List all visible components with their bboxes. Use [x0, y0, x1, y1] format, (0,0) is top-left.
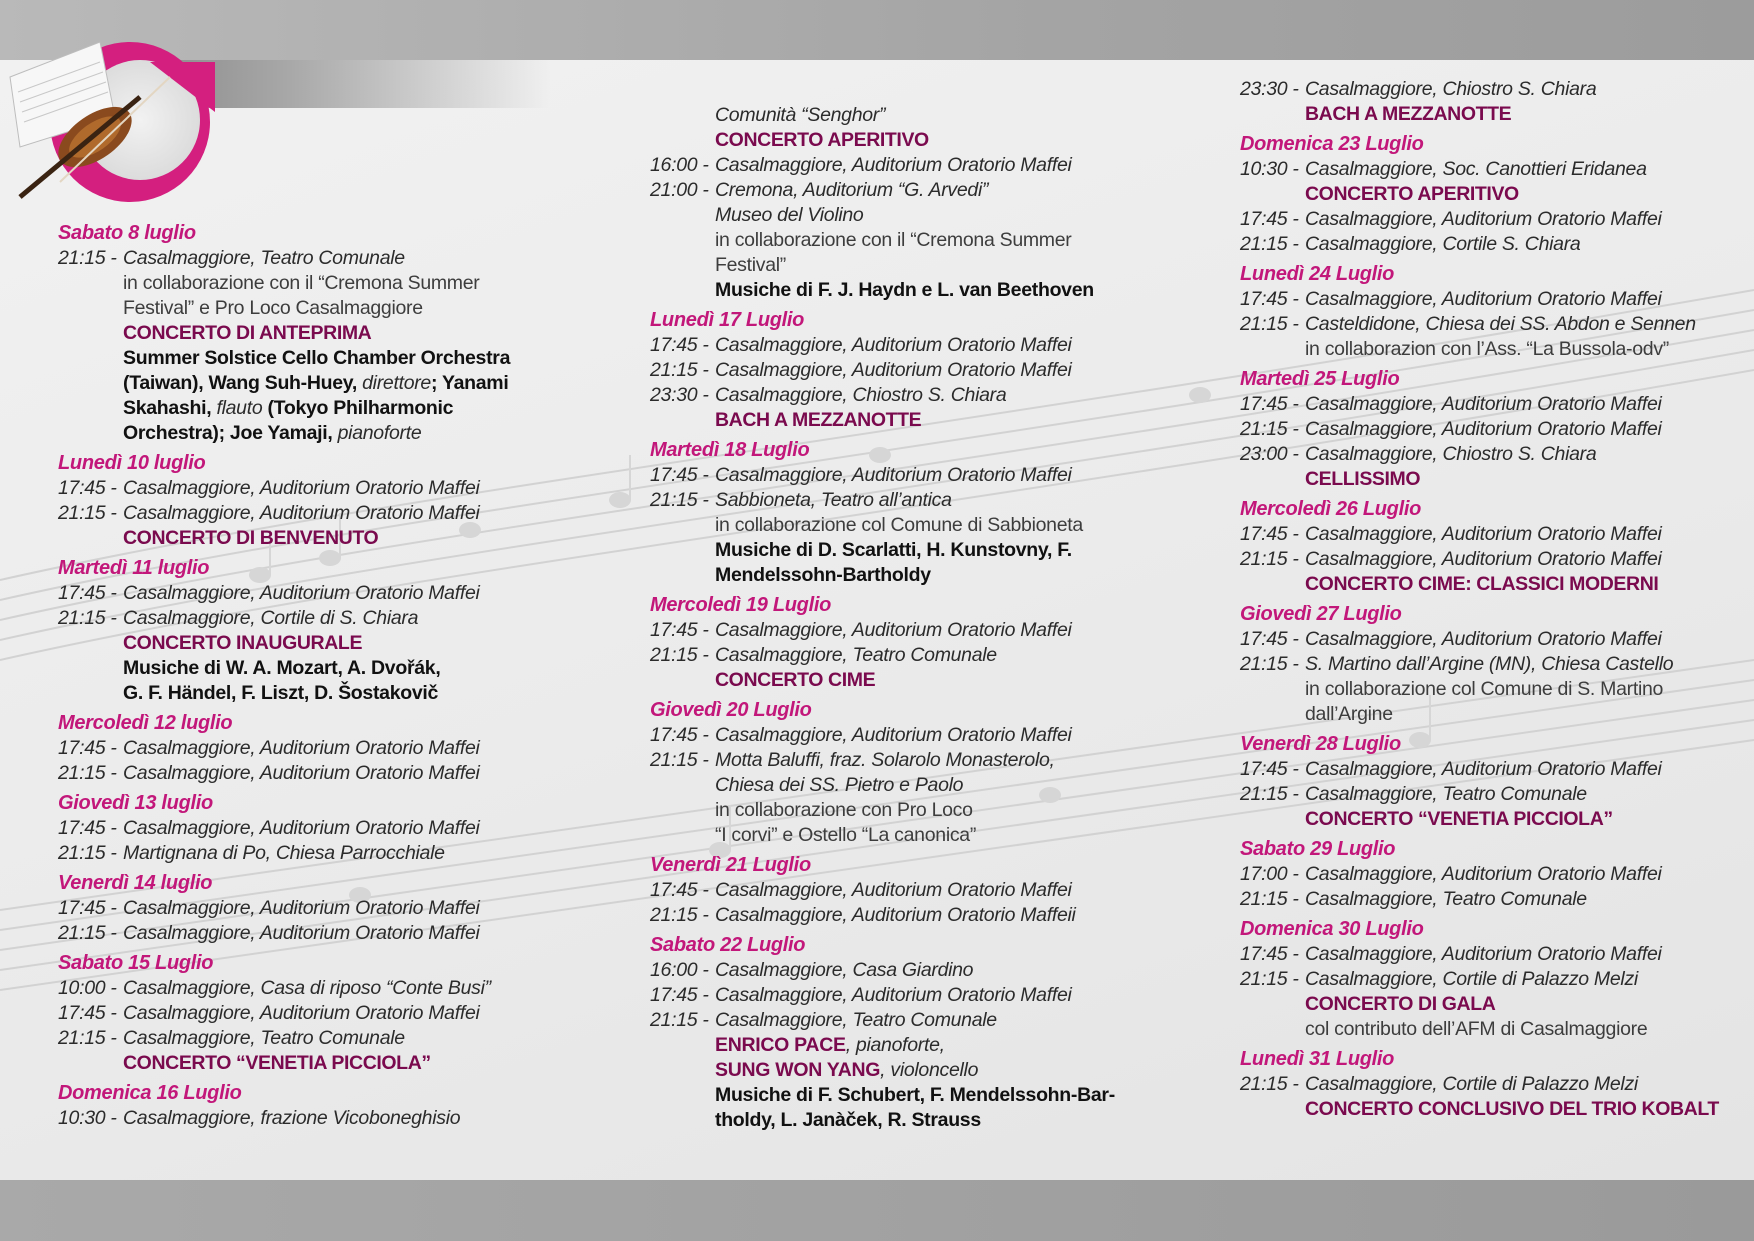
- program-text: Musiche di F. J. Haydn e L. van Beethoven: [715, 279, 1094, 301]
- schedule-column-1: [58, 221, 598, 1131]
- event-venue: Casalmaggiore, Auditorium Oratorio Maffei: [123, 922, 480, 944]
- event-row: [58, 976, 598, 1001]
- event-time: 21:15 -: [1240, 888, 1299, 910]
- event-time: 17:45 -: [1240, 523, 1299, 545]
- concert-title: CONCERTO “VENETIA PICCIOLA”: [123, 1052, 431, 1074]
- event-time: 17:45 -: [1240, 208, 1299, 230]
- program-line: [58, 656, 598, 681]
- event-venue: Casalmaggiore, Auditorium Oratorio Maffei: [123, 762, 480, 784]
- event-row: [650, 383, 1210, 408]
- event-time: 17:45 -: [650, 984, 709, 1006]
- program-line: [650, 563, 1210, 588]
- program-text: G. F. Händel, F. Liszt, D. Šostakovič: [123, 682, 439, 704]
- event-time: 21:15 -: [1240, 418, 1299, 440]
- event-row: [58, 736, 598, 761]
- event-time: 21:15 -: [650, 489, 709, 511]
- program-text: Orchestra); Joe Yamaji,: [123, 422, 338, 444]
- event-row: [1240, 887, 1750, 912]
- event-venue: Sabbioneta, Teatro all’antica: [715, 489, 952, 511]
- event-venue: Casalmaggiore, Auditorium Oratorio Maffeii: [715, 904, 1076, 926]
- event-venue: Casalmaggiore, Auditorium Oratorio Maffei: [715, 464, 1072, 486]
- event-time: 17:45 -: [1240, 943, 1299, 965]
- program-line: [58, 371, 598, 396]
- event-row: [58, 816, 598, 841]
- concert-title: CONCERTO CIME: CLASSICI MODERNI: [1305, 573, 1659, 595]
- event-venue: Casalmaggiore, Cortile di Palazzo Melzi: [1305, 968, 1638, 990]
- event-row: [650, 643, 1210, 668]
- event-time: 17:45 -: [58, 897, 117, 919]
- event-time: 17:45 -: [58, 817, 117, 839]
- event-time: 10:30 -: [1240, 158, 1299, 180]
- event-row: [1240, 287, 1750, 312]
- event-row: [650, 358, 1210, 383]
- event-row: [1240, 627, 1750, 652]
- event-row: [650, 488, 1210, 513]
- event-venue: Casalmaggiore, Auditorium Oratorio Maffei: [715, 984, 1072, 1006]
- bottom-band: [0, 1180, 1754, 1241]
- day-heading: Sabato 29 Luglio: [1240, 838, 1396, 860]
- event-row: [650, 903, 1210, 928]
- event-venue: Casalmaggiore, Soc. Canottieri Eridanea: [1305, 158, 1647, 180]
- event-note: Festival”: [715, 254, 786, 276]
- day-heading: Venerdì 14 luglio: [58, 872, 213, 894]
- event-time: 21:15 -: [1240, 783, 1299, 805]
- event-row: [1240, 757, 1750, 782]
- event-venue: Motta Baluffi, fraz. Solarolo Monasterolo,: [715, 749, 1055, 771]
- instrument-role: direttore: [362, 372, 431, 394]
- event-row: [1240, 77, 1750, 102]
- event-time: 17:45 -: [58, 477, 117, 499]
- event-time: 17:45 -: [1240, 628, 1299, 650]
- program-text: (Tokyo Philharmonic: [262, 397, 454, 419]
- instrument-role: flauto: [216, 397, 263, 419]
- event-venue: Casalmaggiore, Auditorium Oratorio Maffei: [123, 817, 480, 839]
- event-venue-continued: Chiesa dei SS. Pietro e Paolo: [715, 774, 964, 796]
- event-time: 17:45 -: [650, 879, 709, 901]
- program-text: Skahashi,: [123, 397, 217, 419]
- event-row: [650, 1008, 1210, 1033]
- event-time: 21:15 -: [650, 359, 709, 381]
- program-line: [58, 346, 598, 371]
- instrument-role: , pianoforte,: [845, 1034, 945, 1056]
- concert-title: CONCERTO “VENETIA PICCIOLA”: [1305, 808, 1613, 830]
- program-text: Mendelssohn-Bartholdy: [715, 564, 931, 586]
- event-venue: Casalmaggiore, Auditorium Oratorio Maffei: [715, 724, 1072, 746]
- event-time: 17:45 -: [1240, 758, 1299, 780]
- event-row: [1240, 442, 1750, 467]
- program-text: Musiche di W. A. Mozart, A. Dvořák,: [123, 657, 441, 679]
- event-row: [650, 618, 1210, 643]
- event-venue: Casalmaggiore, Teatro Comunale: [1305, 888, 1587, 910]
- event-venue: Casalmaggiore, Casa Giardino: [715, 959, 974, 981]
- event-time: 16:00 -: [650, 959, 709, 981]
- event-row: [650, 153, 1210, 178]
- event-row: [650, 983, 1210, 1008]
- concert-title: CONCERTO CIME: [715, 669, 876, 691]
- event-venue: Casalmaggiore, Auditorium Oratorio Maffei: [715, 334, 1072, 356]
- event-note: dall’Argine: [1305, 703, 1393, 725]
- event-time: 21:15 -: [650, 904, 709, 926]
- event-note: Festival” e Pro Loco Casalmaggiore: [123, 297, 423, 319]
- event-time: 21:15 -: [1240, 653, 1299, 675]
- program-text: Summer Solstice Cello Chamber Orchestra: [123, 347, 511, 369]
- event-row: [650, 178, 1210, 203]
- event-time: 21:15 -: [58, 247, 117, 269]
- event-venue: Casalmaggiore, Chiostro S. Chiara: [1305, 78, 1597, 100]
- program-text: tholdy, L. Janàček, R. Strauss: [715, 1109, 981, 1131]
- event-time: 16:00 -: [650, 154, 709, 176]
- program-text: Musiche di D. Scarlatti, H. Kunstovny, F.: [715, 539, 1072, 561]
- event-venue: Casalmaggiore, Auditorium Oratorio Maffei: [1305, 628, 1662, 650]
- event-row: [58, 476, 598, 501]
- concert-title: CONCERTO APERITIVO: [1305, 183, 1519, 205]
- event-venue: Casalmaggiore, Auditorium Oratorio Maffei: [1305, 393, 1662, 415]
- event-venue: Casalmaggiore, Teatro Comunale: [123, 247, 405, 269]
- day-heading: Domenica 30 Luglio: [1240, 918, 1424, 940]
- event-row: [58, 501, 598, 526]
- event-venue: S. Martino dall’Argine (MN), Chiesa Castello: [1305, 653, 1674, 675]
- event-venue: Casalmaggiore, Auditorium Oratorio Maffei: [1305, 208, 1662, 230]
- event-venue: Casalmaggiore, Auditorium Oratorio Maffei: [123, 737, 480, 759]
- event-row: [1240, 207, 1750, 232]
- event-time: 17:45 -: [650, 619, 709, 641]
- event-venue: Martignana di Po, Chiesa Parrocchiale: [123, 842, 445, 864]
- program-line: [58, 681, 598, 706]
- event-row: [650, 463, 1210, 488]
- event-time: 21:15 -: [58, 502, 117, 524]
- day-heading: Giovedì 27 Luglio: [1240, 603, 1402, 625]
- event-row: [58, 761, 598, 786]
- event-row: [650, 878, 1210, 903]
- event-row: [1240, 157, 1750, 182]
- event-row: [1240, 417, 1750, 442]
- event-venue: Casalmaggiore, Casa di riposo “Conte Busi”: [123, 977, 491, 999]
- event-venue: Casalmaggiore, Teatro Comunale: [123, 1027, 405, 1049]
- event-row: [1240, 522, 1750, 547]
- event-time: 21:15 -: [58, 842, 117, 864]
- event-time: 17:45 -: [1240, 393, 1299, 415]
- event-venue: Casalmaggiore, Auditorium Oratorio Maffei: [1305, 863, 1662, 885]
- event-note: in collaborazione con Pro Loco: [715, 799, 973, 821]
- event-venue: Casalmaggiore, Teatro Comunale: [715, 1009, 997, 1031]
- event-time: 21:15 -: [650, 1009, 709, 1031]
- concert-title: CONCERTO DI GALA: [1305, 993, 1496, 1015]
- event-venue: Casalmaggiore, Auditorium Oratorio Maffei: [1305, 943, 1662, 965]
- day-heading: Mercoledì 19 Luglio: [650, 594, 831, 616]
- event-venue: Casalmaggiore, Auditorium Oratorio Maffei: [123, 897, 480, 919]
- event-venue: Casteldidone, Chiesa dei SS. Abdon e Sennen: [1305, 313, 1696, 335]
- concert-title: CONCERTO DI ANTEPRIMA: [123, 322, 372, 344]
- event-venue-continued: Comunità “Senghor”: [715, 104, 886, 126]
- event-venue: Casalmaggiore, Auditorium Oratorio Maffei: [715, 154, 1072, 176]
- event-time: 10:00 -: [58, 977, 117, 999]
- day-heading: Sabato 8 luglio: [58, 222, 196, 244]
- day-heading: Lunedì 24 Luglio: [1240, 263, 1395, 285]
- event-venue-continued: Museo del Violino: [715, 204, 864, 226]
- event-venue: Casalmaggiore, Auditorium Oratorio Maffei: [1305, 418, 1662, 440]
- event-row: [58, 1001, 598, 1026]
- event-row: [58, 606, 598, 631]
- event-row: [58, 921, 598, 946]
- event-time: 21:15 -: [1240, 313, 1299, 335]
- event-note: in collaborazion con l’Ass. “La Bussola-odv”: [1305, 338, 1669, 360]
- event-time: 21:15 -: [650, 644, 709, 666]
- program-line: [58, 396, 598, 421]
- event-venue: Casalmaggiore, Auditorium Oratorio Maffei: [123, 1002, 480, 1024]
- event-row: [1240, 1072, 1750, 1097]
- event-time: 23:30 -: [1240, 78, 1299, 100]
- day-heading: Lunedì 17 Luglio: [650, 309, 805, 331]
- violin-logo-icon: [0, 22, 230, 212]
- event-venue: Casalmaggiore, Auditorium Oratorio Maffei: [123, 477, 480, 499]
- event-time: 21:15 -: [58, 762, 117, 784]
- event-time: 21:15 -: [58, 922, 117, 944]
- day-heading: Lunedì 10 luglio: [58, 452, 206, 474]
- event-venue: Casalmaggiore, Teatro Comunale: [715, 644, 997, 666]
- day-heading: Martedì 18 Luglio: [650, 439, 810, 461]
- event-time: 21:15 -: [1240, 233, 1299, 255]
- event-venue: Casalmaggiore, Chiostro S. Chiara: [1305, 443, 1597, 465]
- program-line: [650, 1108, 1210, 1133]
- event-venue: Casalmaggiore, Auditorium Oratorio Maffei: [1305, 288, 1662, 310]
- event-venue: Casalmaggiore, Chiostro S. Chiara: [715, 384, 1007, 406]
- event-venue: Casalmaggiore, frazione Vicoboneghisio: [123, 1107, 461, 1129]
- concert-title: CONCERTO APERITIVO: [715, 129, 929, 151]
- event-time: 17:45 -: [58, 737, 117, 759]
- event-row: [1240, 862, 1750, 887]
- event-venue: Casalmaggiore, Auditorium Oratorio Maffei: [123, 502, 480, 524]
- concert-title: CONCERTO CONCLUSIVO DEL TRIO KOBALT: [1305, 1098, 1719, 1120]
- day-heading: Sabato 22 Luglio: [650, 934, 806, 956]
- event-row: [58, 1026, 598, 1051]
- event-row: [1240, 942, 1750, 967]
- event-time: 17:45 -: [650, 464, 709, 486]
- program-text: (Taiwan), Wang Suh-Huey,: [123, 372, 363, 394]
- day-heading: Mercoledì 26 Luglio: [1240, 498, 1421, 520]
- program-line: [650, 1083, 1210, 1108]
- event-time: 21:15 -: [650, 749, 709, 771]
- program-text: Musiche di F. Schubert, F. Mendelssohn-Bar-: [715, 1084, 1115, 1106]
- event-row: [650, 748, 1210, 773]
- event-row: [650, 333, 1210, 358]
- event-venue: Casalmaggiore, Auditorium Oratorio Maffei: [1305, 548, 1662, 570]
- concert-title: CONCERTO INAUGURALE: [123, 632, 363, 654]
- event-time: 17:45 -: [58, 582, 117, 604]
- event-time: 17:45 -: [1240, 288, 1299, 310]
- schedule-column-3: [1240, 77, 1750, 1122]
- event-time: 21:15 -: [1240, 968, 1299, 990]
- day-heading: Giovedì 13 luglio: [58, 792, 213, 814]
- event-row: [1240, 392, 1750, 417]
- event-row: [58, 841, 598, 866]
- event-time: 17:00 -: [1240, 863, 1299, 885]
- event-time: 21:15 -: [1240, 1073, 1299, 1095]
- event-time: 21:15 -: [58, 1027, 117, 1049]
- program-text: ; Yanami: [430, 372, 509, 394]
- day-heading: Domenica 23 Luglio: [1240, 133, 1424, 155]
- event-row: [1240, 967, 1750, 992]
- day-heading: Mercoledì 12 luglio: [58, 712, 233, 734]
- program-line: [650, 1058, 1210, 1083]
- event-row: [1240, 232, 1750, 257]
- concert-title: BACH A MEZZANOTTE: [715, 409, 922, 431]
- event-row: [1240, 652, 1750, 677]
- day-heading: Lunedì 31 Luglio: [1240, 1048, 1395, 1070]
- event-venue: Casalmaggiore, Auditorium Oratorio Maffei: [123, 582, 480, 604]
- day-heading: Martedì 11 luglio: [58, 557, 210, 579]
- event-venue: Cremona, Auditorium “G. Arvedi”: [715, 179, 989, 201]
- event-row: [650, 723, 1210, 748]
- event-time: 23:00 -: [1240, 443, 1299, 465]
- instrument-role: , violoncello: [880, 1059, 979, 1081]
- concert-title: CELLISSIMO: [1305, 468, 1421, 490]
- event-row: [58, 246, 598, 271]
- event-venue: Casalmaggiore, Auditorium Oratorio Maffei: [715, 619, 1072, 641]
- event-row: [58, 896, 598, 921]
- event-venue: Casalmaggiore, Cortile di S. Chiara: [123, 607, 419, 629]
- event-venue: Casalmaggiore, Cortile di Palazzo Melzi: [1305, 1073, 1638, 1095]
- event-time: 21:00 -: [650, 179, 709, 201]
- instrument-role: pianoforte: [337, 422, 422, 444]
- event-venue: Casalmaggiore, Auditorium Oratorio Maffei: [715, 879, 1072, 901]
- event-venue: Casalmaggiore, Auditorium Oratorio Maffei: [1305, 758, 1662, 780]
- event-time: 21:15 -: [1240, 548, 1299, 570]
- schedule-column-2: [650, 103, 1210, 1133]
- event-time: 17:45 -: [650, 334, 709, 356]
- day-heading: Sabato 15 Luglio: [58, 952, 214, 974]
- program-line: [58, 421, 598, 446]
- event-time: 10:30 -: [58, 1107, 117, 1129]
- concert-title: CONCERTO DI BENVENUTO: [123, 527, 379, 549]
- event-time: 17:45 -: [650, 724, 709, 746]
- program-line: [650, 538, 1210, 563]
- event-venue: Casalmaggiore, Auditorium Oratorio Maffei: [715, 359, 1072, 381]
- concert-title: BACH A MEZZANOTTE: [1305, 103, 1512, 125]
- event-note: col contributo dell’AFM di Casalmaggiore: [1305, 1018, 1648, 1040]
- event-note: “I corvi” e Ostello “La canonica”: [715, 824, 977, 846]
- event-note: in collaborazione col Comune di Sabbioneta: [715, 514, 1083, 536]
- event-venue: Casalmaggiore, Cortile S. Chiara: [1305, 233, 1581, 255]
- day-heading: Giovedì 20 Luglio: [650, 699, 812, 721]
- event-venue: Casalmaggiore, Teatro Comunale: [1305, 783, 1587, 805]
- event-row: [58, 581, 598, 606]
- day-heading: Venerdì 28 Luglio: [1240, 733, 1401, 755]
- event-time: 21:15 -: [58, 607, 117, 629]
- event-row: [1240, 782, 1750, 807]
- event-row: [1240, 312, 1750, 337]
- event-time: 23:30 -: [650, 384, 709, 406]
- day-heading: Domenica 16 Luglio: [58, 1082, 242, 1104]
- day-heading: Venerdì 21 Luglio: [650, 854, 811, 876]
- event-venue: Casalmaggiore, Auditorium Oratorio Maffei: [1305, 523, 1662, 545]
- event-time: 17:45 -: [58, 1002, 117, 1024]
- event-note: in collaborazione con il “Cremona Summer: [123, 272, 480, 294]
- event-note: in collaborazione con il “Cremona Summer: [715, 229, 1072, 251]
- event-row: [58, 1106, 598, 1131]
- performer-name: ENRICO PACE: [715, 1034, 846, 1056]
- top-band: [0, 0, 1754, 60]
- event-row: [1240, 547, 1750, 572]
- program-line: [650, 1033, 1210, 1058]
- program-line: [650, 278, 1210, 303]
- event-note: in collaborazione col Comune di S. Martino: [1305, 678, 1664, 700]
- event-row: [650, 958, 1210, 983]
- day-heading: Martedì 25 Luglio: [1240, 368, 1400, 390]
- performer-name: SUNG WON YANG: [715, 1059, 881, 1081]
